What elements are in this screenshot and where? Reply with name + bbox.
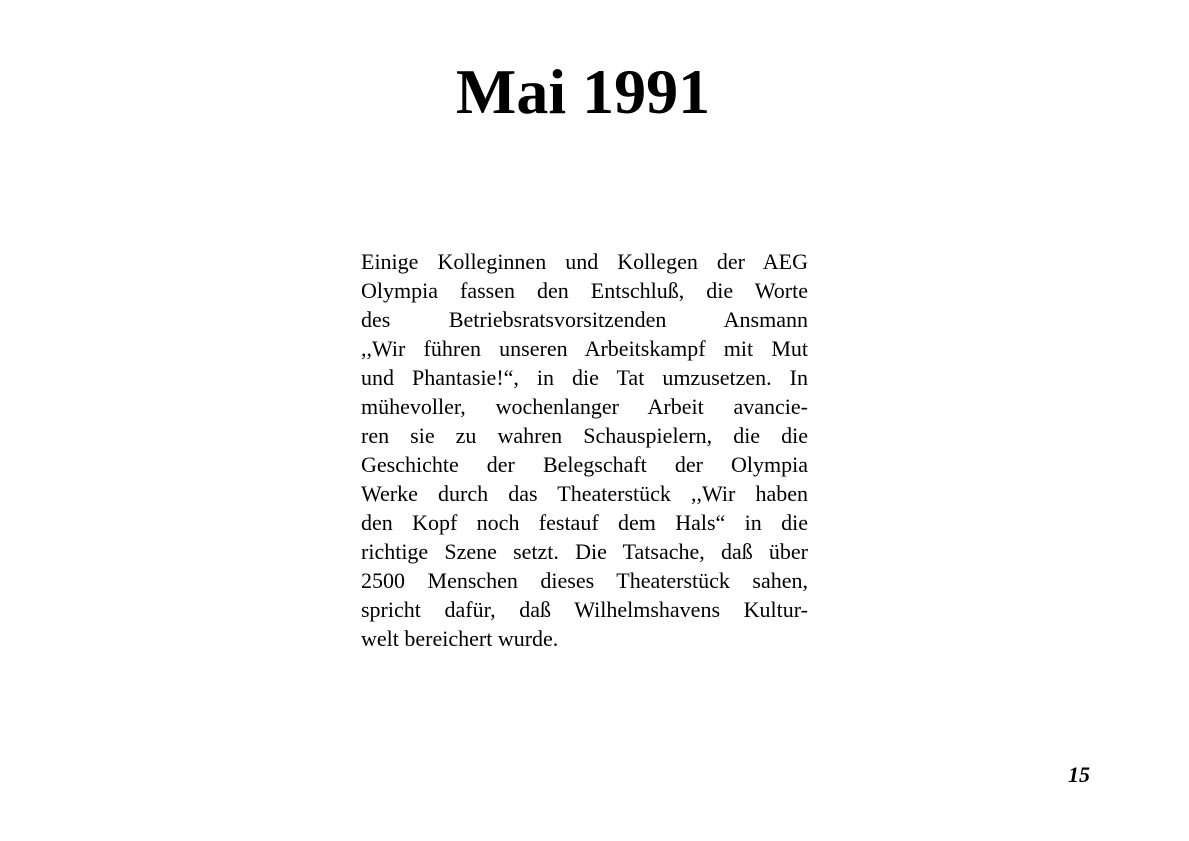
paragraph-line: welt bereichert wurde. bbox=[361, 626, 559, 651]
paragraph-line: des Betriebsratsvorsitzenden Ansmann bbox=[361, 307, 808, 332]
paragraph-line: Olympia fassen den Entschluß, die Worte bbox=[361, 278, 808, 303]
paragraph-line: und Phantasie!“, in die Tat umzusetzen. In bbox=[361, 365, 808, 390]
body-paragraph bbox=[361, 247, 808, 653]
paragraph-line: Einige Kolleginnen und Kollegen der AEG bbox=[361, 249, 808, 274]
page-number: 15 bbox=[1068, 762, 1090, 787]
paragraph-line: spricht dafür, daß Wilhelmshavens Kultur- bbox=[361, 597, 808, 622]
page-title: Mai 1991 bbox=[455, 56, 711, 127]
paragraph-line: Werke durch das Theaterstück ,,Wir haben bbox=[361, 481, 808, 506]
paragraph-line: den Kopf noch festauf dem Hals“ in die bbox=[361, 510, 808, 535]
paragraph-line: ,,Wir führen unseren Arbeitskampf mit Mut bbox=[361, 336, 808, 361]
paragraph-line: richtige Szene setzt. Die Tatsache, daß über bbox=[361, 539, 808, 564]
paragraph-line: ren sie zu wahren Schauspielern, die die bbox=[361, 423, 808, 448]
paragraph-line: mühevoller, wochenlanger Arbeit avancie- bbox=[361, 394, 808, 419]
paragraph-line: Geschichte der Belegschaft der Olympia bbox=[361, 452, 808, 477]
paragraph-line: 2500 Menschen dieses Theaterstück sahen, bbox=[361, 568, 808, 593]
